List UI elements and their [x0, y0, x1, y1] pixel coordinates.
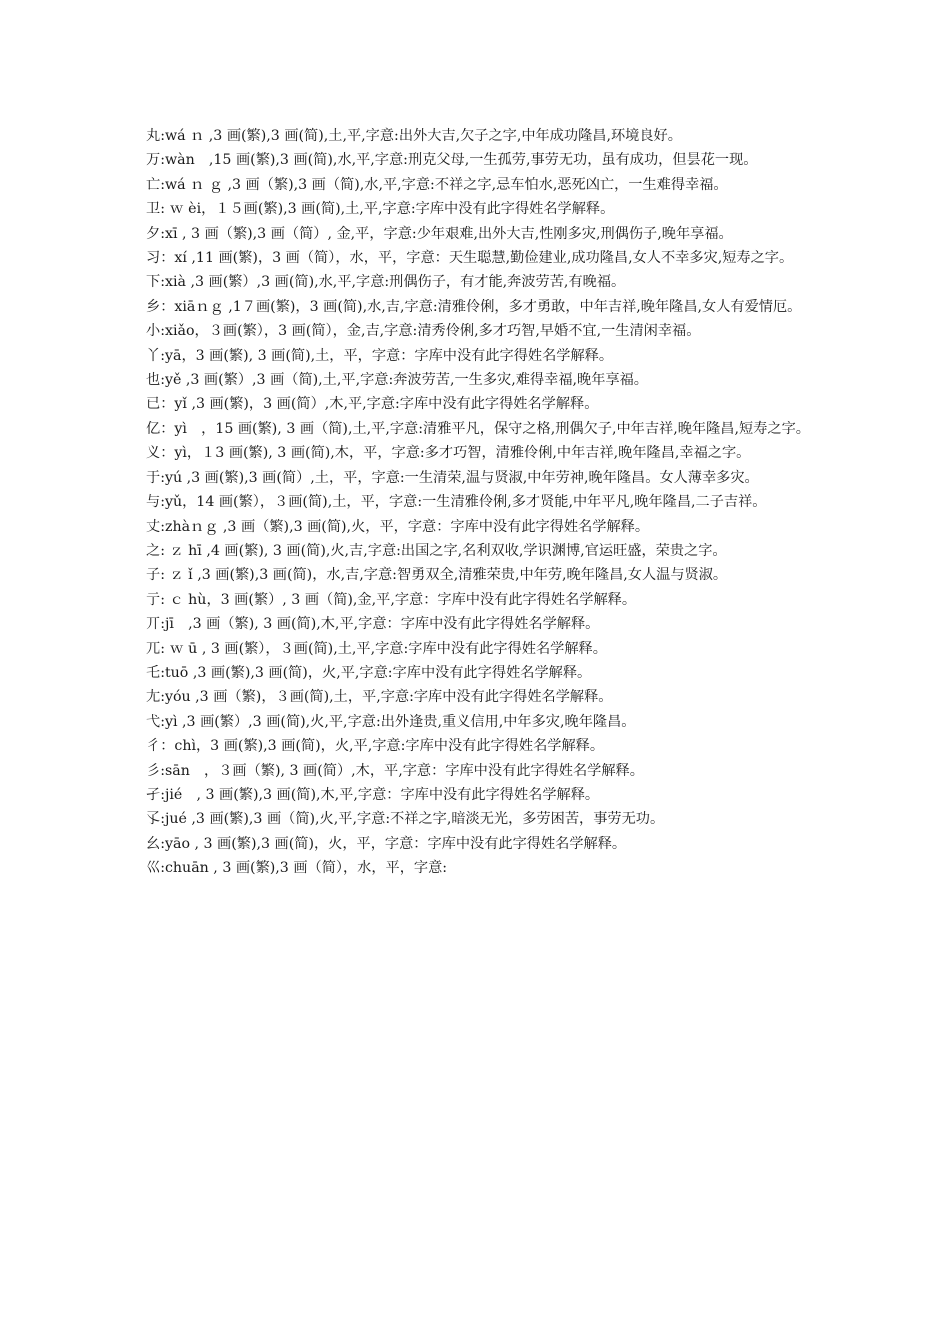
entry-wang: 亡:wá ｎ ｇ ,3 画（繁),3 画（简),水,平,字意:不祥之字,忌车怕水,恶死凶亡，一生难得幸福。 — [146, 176, 728, 193]
entry-wan-pill: 丸:wá ｎ ,3 画(繁),3 画(简),土,平,字意:出外大吉,欠子之字,中年成功隆昌,环境良好。 — [146, 128, 682, 144]
entry-zhang: 丈:zhàｎｇ ,3 画（繁),3 画(简),火，平，字意：字库中没有此字得姓名学解释。 — [146, 518, 650, 535]
entry-yi-already: 已：yǐ ,3 画(繁)，3 画(简）,木,平,字意:字库中没有此字得姓名学解释。 — [146, 396, 599, 413]
entry-ya: 丫:yā，3 画(繁), 3 画(简),土，平，字意：字库中没有此字得姓名学解释。 — [146, 347, 614, 364]
entry-zi: 子: ｚ ǐ ,3 画(繁),3 画(简)，水,吉,字意:智勇双全,清雅荣贵,中年劳,晚年隆昌,女人温与贤淑。 — [146, 567, 728, 584]
entry-wu: 兀: ｗ ū , 3 画(繁），３画(简),土,平,字意:字库中没有此字得姓名学解释。 — [146, 640, 607, 657]
entry-ji: 丌:jī ,3 画（繁), 3 画(简),木,平,字意：字库中没有此字得姓名学解释。 — [146, 616, 600, 633]
entry-tuo: 乇:tuō ,3 画(繁),3 画(简)，火,平,字意:字库中没有此字得姓名学解释。 — [146, 664, 592, 681]
entry-chu: 亍: ｃ hù，3 画(繁）, 3 画（简),金,平,字意：字库中没有此字得姓名学解释。 — [146, 591, 637, 608]
entry-xi-practice: 习：xí ,11 画(繁)，3 画（简），水，平，字意：天生聪慧,勤俭建业,成功隆昌,女人不幸多灾,短寿之字。 — [146, 250, 794, 267]
entry-jue: 孓:jué ,3 画(繁),3 画（简),火,平,字意:不祥之字,暗淡无光，多劳困苦，事劳无功。 — [146, 811, 665, 828]
entry-yi-righteousness: 义：yì，１3 画(繁), 3 画(简),木，平，字意:多才巧智，清雅伶俐,中年吉祥,晚年隆昌,幸福之字。 — [146, 445, 751, 462]
entry-yi-dart: 弋:yì ,3 画(繁）,3 画(简),火,平,字意:出外逢贵,重义信用,中年多灾,晚年隆昌。 — [146, 713, 636, 730]
entry-yi-hundred-million: 亿：yì ，15 画(繁), 3 画（简),土,平,字意:清雅平凡，保守之格,刑偶欠子,中年吉祥,晚年隆昌,短寿之字。 — [146, 420, 810, 437]
entry-xia: 下:xià ,3 画(繁）,3 画(简),水,平,字意:刑偶伤子，有才能,奔波劳苦,有晚福。 — [146, 274, 626, 291]
entry-chi: 彳：chì，3 画(繁),3 画(简)，火,平,字意:字库中没有此字得姓名学解释。 — [146, 738, 605, 755]
entry-chuan: 巛:chuān , 3 画(繁),3 画（简），水，平，字意: — [146, 860, 448, 877]
entry-zhi: 之: ｚ hī ,4 画(繁), 3 画(简),火,吉,字意:出国之字,名利双收,学识渊博,官运旺盛，荣贵之字。 — [146, 542, 727, 559]
entry-san: 彡:sān ，３画（繁), 3 画(简）,木，平,字意：字库中没有此字得姓名学解释。 — [146, 762, 644, 779]
entry-jie: 孑:jié , 3 画(繁),3 画(简),木,平,字意：字库中没有此字得姓名学解释。 — [146, 786, 600, 803]
entry-xi-evening: 夕:xī , 3 画（繁),3 画（简）, 金,平，字意:少年艰难,出外大吉,性刚多灾,刑偶伤子,晚年享福。 — [146, 225, 733, 242]
document-body — [146, 124, 812, 881]
entry-ye: 也:yě ,3 画(繁）,3 画（简),土,平,字意:奔波劳苦,一生多灾,难得幸福,晚年享福。 — [146, 372, 648, 389]
entry-xiang: 乡：xiāｎｇ ,1７画(繁)，3 画(简),水,吉,字意:清雅伶俐，多才勇敢，中年吉祥,晚年隆昌,女人有爱情厄。 — [146, 298, 802, 315]
entry-wan-ten-thousand: 万:wàn ,15 画(繁),3 画(简),水,平,字意:刑克父母,一生孤劳,事劳无功，虽有成功，但昙花一现。 — [146, 152, 758, 169]
entry-yu-at: 于:yú ,3 画(繁),3 画(简）,土，平，字意:一生清荣,温与贤淑,中年劳神,晚年隆昌。女人薄幸多灾。 — [146, 469, 759, 486]
entry-yao: 幺:yāo , 3 画(繁),3 画(简)，火，平，字意：字库中没有此字得姓名学解释。 — [146, 835, 627, 852]
entry-you: 尢:yóu ,3 画（繁)，３画(简),土，平,字意:字库中没有此字得姓名学解释。 — [146, 689, 613, 706]
entry-wei: 卫: ｗ èi，１５画(繁),3 画(简),土,平,字意:字库中没有此字得姓名学解释。 — [146, 201, 615, 218]
entry-yu-and: 与:yǔ，14 画(繁），３画(简),土，平，字意:一生清雅伶俐,多才贤能,中年平凡,晚年隆昌,二子吉祥。 — [146, 494, 767, 511]
entry-xiao: 小:xiǎo，３画(繁），3 画(简），金,吉,字意:清秀伶俐,多才巧智,早婚不宜,一生清闲幸福。 — [146, 323, 701, 340]
